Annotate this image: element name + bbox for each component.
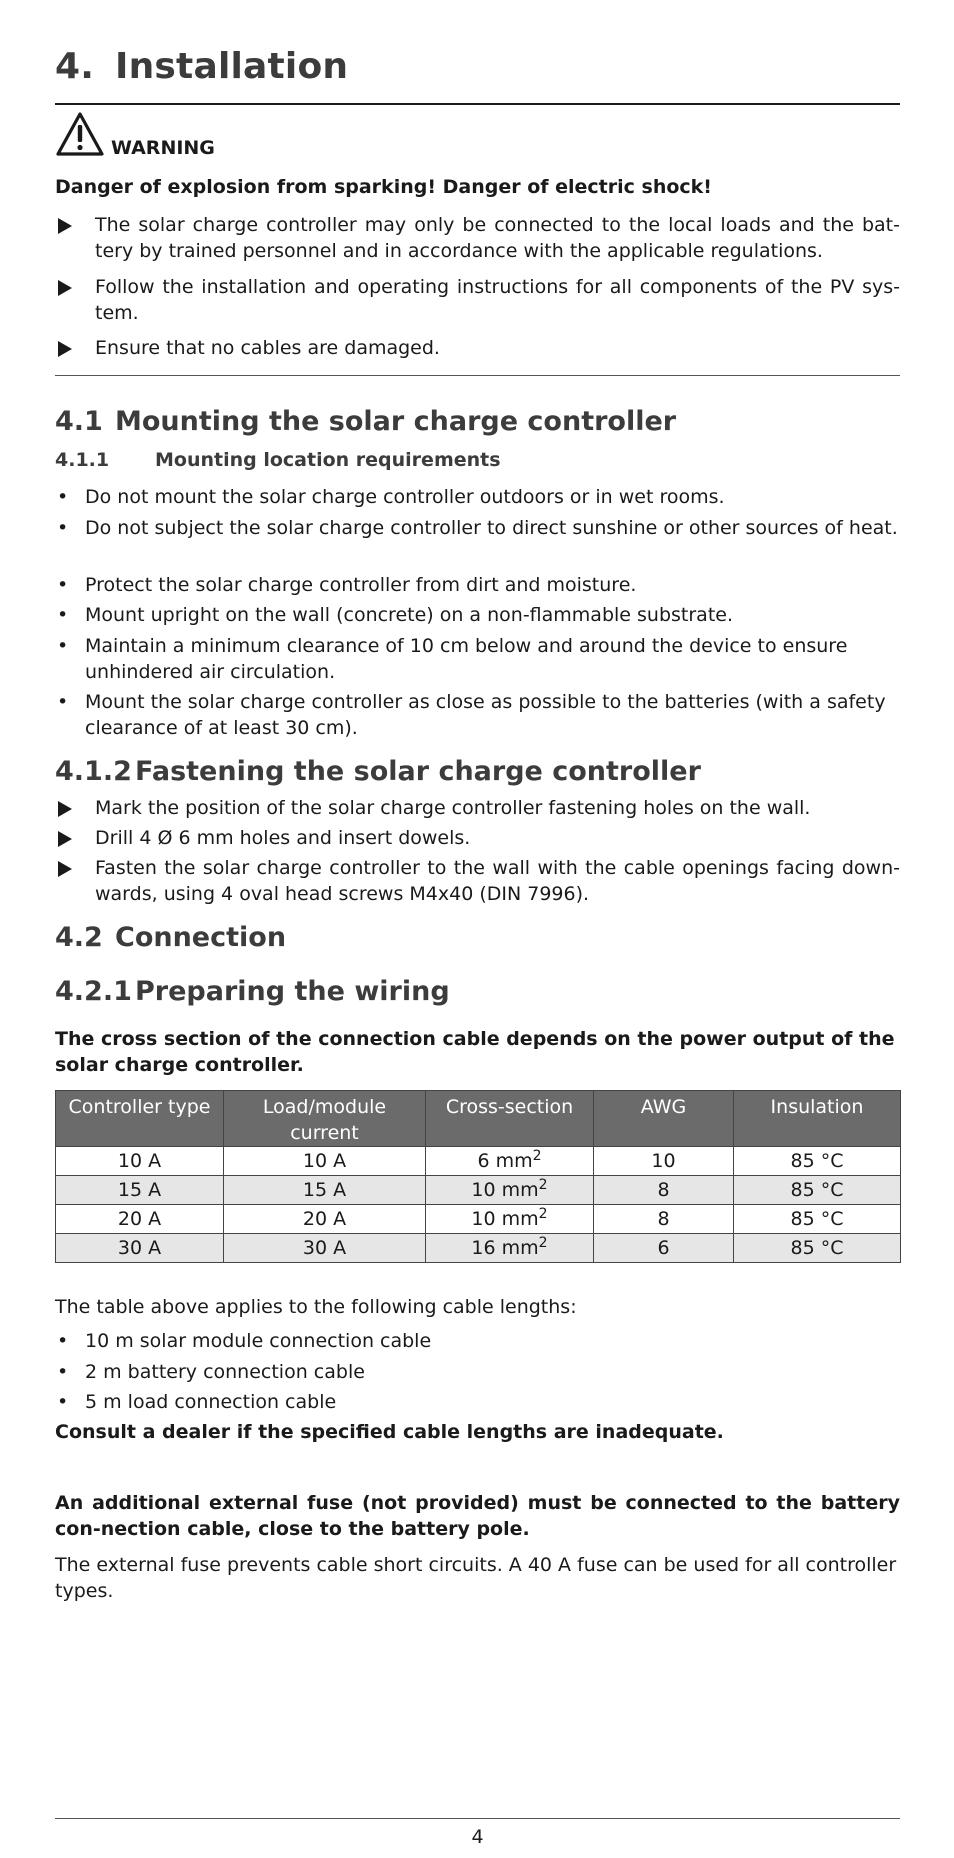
page-number: 4 — [471, 1826, 484, 1848]
wiring-intro: The cross section of the connection cable depends on the power output of the solar charge controller. — [55, 1028, 895, 1076]
table-cell: 10 $mm^2$ — [426, 1205, 594, 1234]
chapter-number: 4. — [55, 46, 95, 87]
column-header: Insulation — [734, 1091, 901, 1147]
table-cell: 85 °C — [734, 1147, 901, 1176]
external-fuse-text: The external fuse prevents cable short circuits. A 40 A fuse can be used for all controller types. — [55, 1554, 897, 1602]
table-cell: 15 A — [224, 1176, 426, 1205]
chapter-title: Installation — [115, 46, 349, 87]
column-header: AWG — [594, 1091, 734, 1147]
list-item: • Mount the solar charge controller as close as possible to the batteries (with a safety clearance of at least 30 cm). — [57, 691, 886, 739]
list-item: • Maintain a minimum clearance of 10 cm below and around the device to ensure unhindered air circulation. — [57, 635, 848, 683]
table-cell: 85 °C — [734, 1176, 901, 1205]
arrow-bullet-icon — [58, 801, 72, 817]
arrow-bullet-icon — [58, 861, 72, 877]
column-header: Controller type — [56, 1091, 224, 1147]
warning-label: WARNING — [111, 137, 215, 159]
danger-statement: Danger of explosion from sparking! Danger of electric shock! — [55, 176, 712, 198]
table-row — [56, 1234, 901, 1263]
table-cell: 30 A — [224, 1234, 426, 1263]
list-item: • Do not mount the solar charge controller outdoors or in wet rooms. — [57, 486, 725, 508]
table-cell: 16 $mm^2$ — [426, 1234, 594, 1263]
external-fuse-note: An additional external fuse (not provided) must be connected to the battery con-nection cable, close to the battery pole. — [55, 1492, 900, 1540]
chapter-heading — [55, 46, 348, 87]
subsection-heading: 4.2.1 Preparing the wiring — [55, 976, 450, 1007]
arrow-bullet-icon — [58, 341, 72, 357]
table-header-row — [56, 1091, 901, 1147]
table-cell: 85 °C — [734, 1234, 901, 1263]
table-row — [56, 1205, 901, 1234]
arrow-bullet-icon — [58, 280, 72, 296]
footer-rule — [55, 1818, 900, 1819]
table-cell: 20 A — [224, 1205, 426, 1234]
table-row — [56, 1147, 901, 1176]
list-item: Mark the position of the solar charge controller fastening holes on the wall. — [55, 795, 900, 821]
list-item: Drill 4 Ø 6 mm holes and insert dowels. — [55, 825, 900, 851]
heading-rule — [55, 103, 900, 105]
warning-triangle-icon — [55, 111, 105, 157]
list-item: Ensure that no cables are damaged. — [55, 335, 900, 361]
cable-lengths-intro: The table above applies to the following cable lengths: — [55, 1296, 577, 1318]
subsection-heading: 4.1.1 Mounting location requirements — [55, 449, 501, 471]
list-item: • Do not subject the solar charge controller to direct sunshine or other sources of heat. — [57, 517, 898, 539]
arrow-bullet-icon — [58, 831, 72, 847]
list-item: Follow the installation and operating instructions for all components of the PV sys-tem. — [55, 274, 900, 326]
column-header: Load/module current — [224, 1091, 426, 1147]
column-header: Cross-section — [426, 1091, 594, 1147]
table-row — [56, 1176, 901, 1205]
table-cell: 10 A — [56, 1147, 224, 1176]
table-cell: 10 — [594, 1147, 734, 1176]
subsection-heading: 4.1.2 Fastening the solar charge controller — [55, 756, 701, 787]
list-item: Fasten the solar charge controller to the wall with the cable openings facing down-wards, using 4 oval head screws M4x40 (DIN 7996). — [55, 855, 900, 907]
consult-dealer-note: Consult a dealer if the specified cable lengths are inadequate. — [55, 1421, 724, 1443]
list-item: • Mount upright on the wall (concrete) on a non-flammable substrate. — [57, 604, 734, 626]
table-cell: 8 — [594, 1205, 734, 1234]
table-cell: 10 A — [224, 1147, 426, 1176]
list-item: • 10 m solar module connection cable — [57, 1330, 432, 1352]
arrow-bullet-icon — [58, 218, 72, 234]
table-cell: 8 — [594, 1176, 734, 1205]
table-cell: 20 A — [56, 1205, 224, 1234]
list-item: • 2 m battery connection cable — [57, 1361, 365, 1383]
table-cell: 15 A — [56, 1176, 224, 1205]
section-heading: 4.1 Mounting the solar charge controller — [55, 406, 677, 437]
table-cell: 85 °C — [734, 1205, 901, 1234]
table-cell: 6 — [594, 1234, 734, 1263]
table-cell: 10 $mm^2$ — [426, 1176, 594, 1205]
list-item: • 5 m load connection cable — [57, 1391, 337, 1413]
list-item: • Protect the solar charge controller from dirt and moisture. — [57, 574, 637, 596]
section-heading: 4.2 Connection — [55, 922, 287, 953]
warning-end-rule — [55, 375, 900, 376]
cable-spec-table — [55, 1090, 901, 1263]
table-cell: 6 $mm^2$ — [426, 1147, 594, 1176]
table-cell: 30 A — [56, 1234, 224, 1263]
list-item: The solar charge controller may only be connected to the local loads and the bat-tery by trained personnel and in accordance with the applicable regulations. — [55, 212, 900, 264]
